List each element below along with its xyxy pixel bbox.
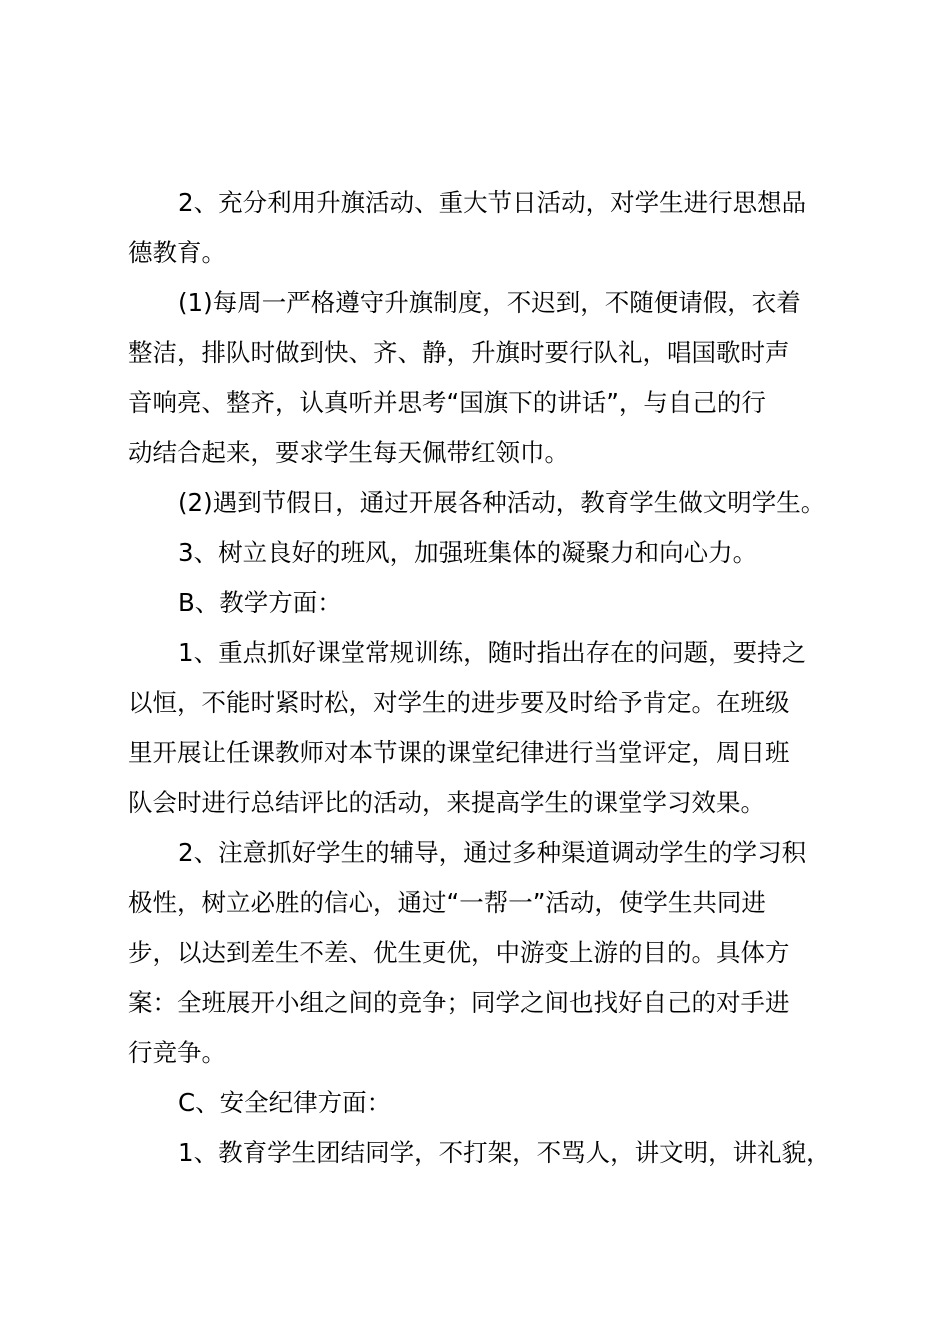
text-line: 音响亮、整齐，认真听并思考“国旗下的讲话”，与自己的行 xyxy=(128,388,766,417)
text-line: 案：全班展开小组之间的竞争；同学之间也找好自己的对手进 xyxy=(128,988,790,1017)
paragraph-class-spirit xyxy=(128,528,832,578)
text-line: 极性，树立必胜的信心，通过“一帮一”活动，使学生共同进 xyxy=(128,888,766,917)
paragraph-flag-raising-rules xyxy=(128,278,832,478)
section-heading-teaching xyxy=(128,578,832,628)
text-line: 动结合起来，要求学生每天佩带红领巾。 xyxy=(128,438,569,467)
text-line: 德教育。 xyxy=(128,238,226,267)
section-heading-safety-discipline xyxy=(128,1078,832,1128)
document-body xyxy=(128,178,832,1178)
text-line: 2、注意抓好学生的辅导，通过多种渠道调动学生的学习积 xyxy=(178,838,807,867)
text-line: 里开展让任课教师对本节课的课堂纪律进行当堂评定，周日班 xyxy=(128,738,790,767)
text-line: 队会时进行总结评比的活动，来提高学生的课堂学习效果。 xyxy=(128,788,765,817)
text-line: 1、教育学生团结同学，不打架，不骂人，讲文明，讲礼貌， xyxy=(178,1138,831,1167)
paragraph-unity-courtesy xyxy=(128,1128,832,1178)
text-line: 3、树立良好的班风，加强班集体的凝聚力和向心力。 xyxy=(178,538,758,567)
text-line: 2、充分利用升旗活动、重大节日活动，对学生进行思想品 xyxy=(178,188,807,217)
text-line: 步，以达到差生不差、优生更优，中游变上游的目的。具体方 xyxy=(128,938,790,967)
text-line: C、安全纪律方面： xyxy=(178,1088,392,1117)
paragraph-classroom-routine xyxy=(128,628,832,828)
text-line: (2)遇到节假日，通过开展各种活动，教育学生做文明学生。 xyxy=(178,488,826,517)
text-line: 整洁，排队时做到快、齐、静，升旗时要行队礼，唱国歌时声 xyxy=(128,338,790,367)
text-line: (1)每周一严格遵守升旗制度，不迟到，不随便请假，衣着 xyxy=(178,288,801,317)
paragraph-holiday-activities xyxy=(128,478,832,528)
text-line: 1、重点抓好课堂常规训练，随时指出存在的问题，要持之 xyxy=(178,638,807,667)
text-line: 以恒，不能时紧时松，对学生的进步要及时给予肯定。在班级 xyxy=(128,688,790,717)
paragraph-student-tutoring xyxy=(128,828,832,1078)
text-line: 行竞争。 xyxy=(128,1038,226,1067)
text-line: B、教学方面： xyxy=(178,588,342,617)
paragraph-moral-education-flag-activities xyxy=(128,178,832,278)
